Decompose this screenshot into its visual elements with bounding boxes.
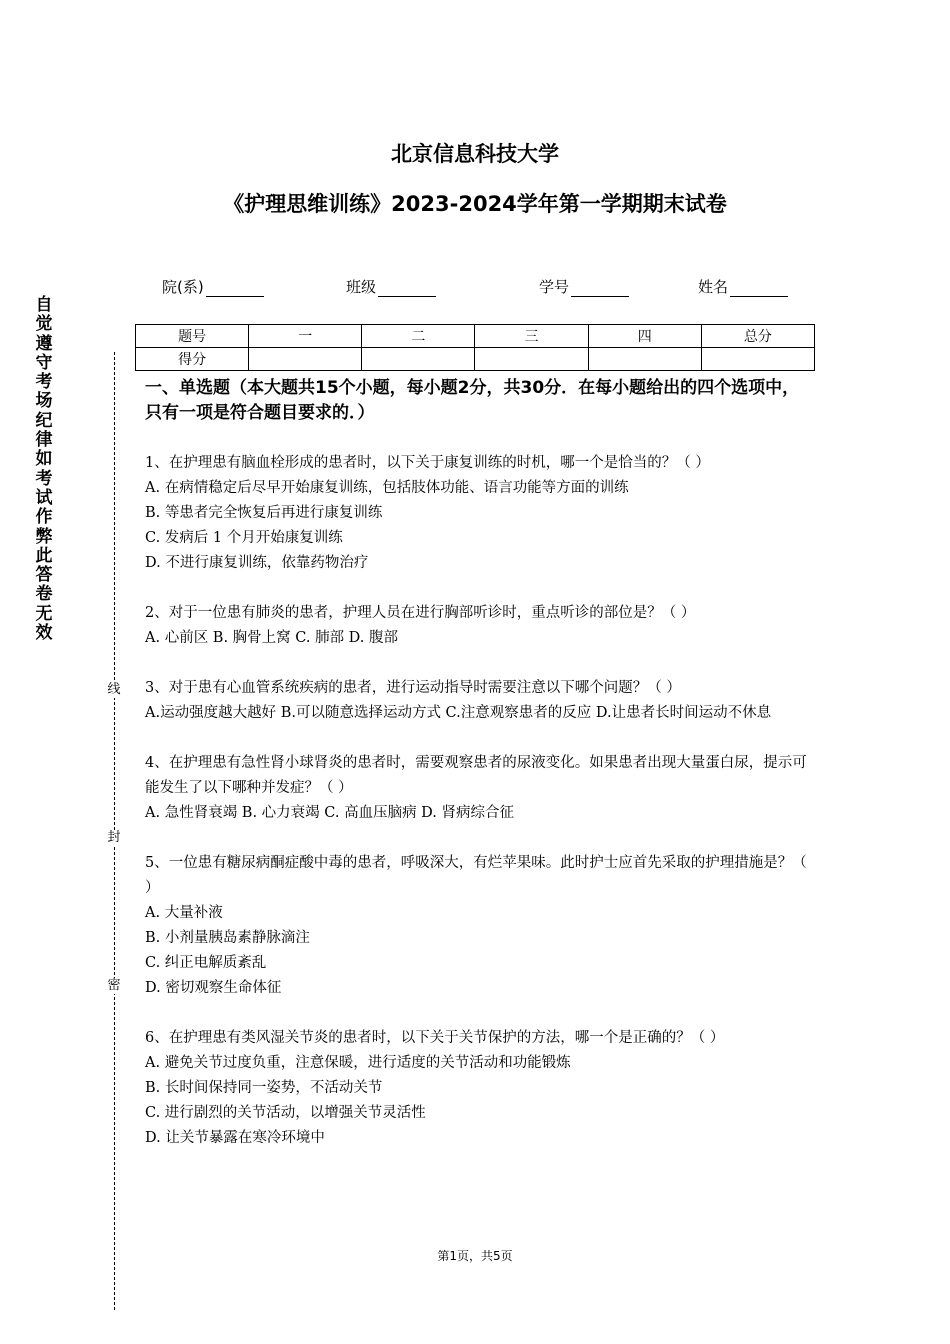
option-b[interactable]: B. 长时间保持同一姿势，不活动关节 (145, 1080, 383, 1096)
option-a[interactable]: A. 避免关节过度负重，注意保暖，进行适度的关节活动和功能锻炼 (145, 1055, 571, 1071)
score-table-header-row (136, 325, 815, 348)
score-input-3[interactable] (475, 348, 588, 371)
option-d[interactable]: D. 让关节暴露在寒冷环境中 (145, 1130, 325, 1146)
question-text: 1、在护理患有脑血栓形成的患者时，以下关于康复训练的时机，哪一个是恰当的？（ ） (145, 455, 710, 471)
question-text: 2、对于一位患有肺炎的患者，护理人员在进行胸部听诊时，重点听诊的部位是？（ ） (145, 605, 696, 621)
student-id-label: 学号 (539, 278, 570, 296)
options-inline[interactable]: A. 心前区 B. 胸骨上窝 C. 肺部 D. 腹部 (145, 630, 399, 646)
class-label: 班级 (346, 278, 377, 296)
score-cell-3: 三 (475, 325, 588, 348)
option-a[interactable]: A. 在病情稳定后尽早开始康复训练，包括肢体功能、语言功能等方面的训练 (145, 480, 629, 496)
option-d[interactable]: D. 不进行康复训练，依靠药物治疗 (145, 555, 369, 571)
name-label: 姓名 (698, 278, 729, 296)
score-row-label: 得分 (136, 348, 249, 371)
options-inline[interactable]: A.运动强度越大越好 B.可以随意选择运动方式 C.注意观察患者的反应 D.让患者长时间运动不休息 (145, 705, 772, 721)
option-a[interactable]: A. 大量补液 (145, 905, 223, 921)
score-cell-1: 一 (249, 325, 362, 348)
exam-content (145, 376, 811, 1151)
name-field[interactable] (698, 276, 788, 297)
student-id-blank[interactable] (571, 280, 629, 297)
options-inline[interactable]: A. 急性肾衰竭 B. 心力衰竭 C. 高血压脑病 D. 肾病综合征 (145, 805, 515, 821)
question-2 (145, 601, 811, 651)
score-cell-total: 总分 (701, 325, 814, 348)
question-3 (145, 676, 811, 726)
class-blank[interactable] (378, 280, 436, 297)
score-cell-4: 四 (588, 325, 701, 348)
question-6 (145, 1026, 811, 1151)
score-input-2[interactable] (362, 348, 475, 371)
score-input-4[interactable] (588, 348, 701, 371)
option-b[interactable]: B. 等患者完全恢复后再进行康复训练 (145, 505, 383, 521)
name-blank[interactable] (730, 280, 788, 297)
binding-mark-seal: 封 (107, 830, 121, 845)
score-cell-label: 题号 (136, 325, 249, 348)
question-5 (145, 851, 811, 1001)
option-b[interactable]: B. 小剂量胰岛素静脉滴注 (145, 930, 310, 946)
department-blank[interactable] (206, 280, 264, 297)
option-c[interactable]: C. 纠正电解质紊乱 (145, 955, 267, 971)
question-text: 6、在护理患有类风湿关节炎的患者时，以下关于关节保护的方法，哪一个是正确的？（ ） (145, 1030, 725, 1046)
section-heading: 一、单选题（本大题共15个小题，每小题2分，共30分．在每小题给出的四个选项中，只有一项是符合题目要求的．） (145, 378, 800, 423)
question-text: 4、在护理患有急性肾小球肾炎的患者时，需要观察患者的尿液变化。如果患者出现大量蛋白尿，提示可能发生了以下哪种并发症？（ ） (145, 755, 807, 796)
question-1 (145, 451, 811, 576)
class-field[interactable] (346, 276, 436, 297)
vertical-notice: 自觉遵守考场纪律如考试作弊此答卷无效 (35, 295, 53, 644)
question-4 (145, 751, 811, 826)
page-number: 第1页，共5页 (437, 1249, 513, 1263)
score-input-1[interactable] (249, 348, 362, 371)
score-table-score-row (136, 348, 815, 371)
binding-mark-secret: 密 (107, 978, 121, 993)
question-text: 5、一位患有糖尿病酮症酸中毒的患者，呼吸深大，有烂苹果味。此时护士应首先采取的护理措施是？（ ） (145, 855, 807, 896)
binding-mark-line: 线 (107, 682, 121, 697)
score-table (135, 324, 815, 371)
option-d[interactable]: D. 密切观察生命体征 (145, 980, 282, 996)
option-c[interactable]: C. 进行剧烈的关节活动，以增强关节灵活性 (145, 1105, 426, 1121)
exam-title: 《护理思维训练》2023-2024学年第一学期期末试卷 (223, 192, 727, 216)
department-field[interactable] (162, 276, 264, 297)
department-label: 院(系) (162, 278, 204, 296)
score-input-total[interactable] (701, 348, 814, 371)
option-c[interactable]: C. 发病后 1 个月开始康复训练 (145, 530, 343, 546)
score-cell-2: 二 (362, 325, 475, 348)
university-title: 北京信息科技大学 (391, 142, 559, 166)
question-text: 3、对于患有心血管系统疾病的患者，进行运动指导时需要注意以下哪个问题？（ ） (145, 680, 681, 696)
student-id-field[interactable] (539, 276, 629, 297)
